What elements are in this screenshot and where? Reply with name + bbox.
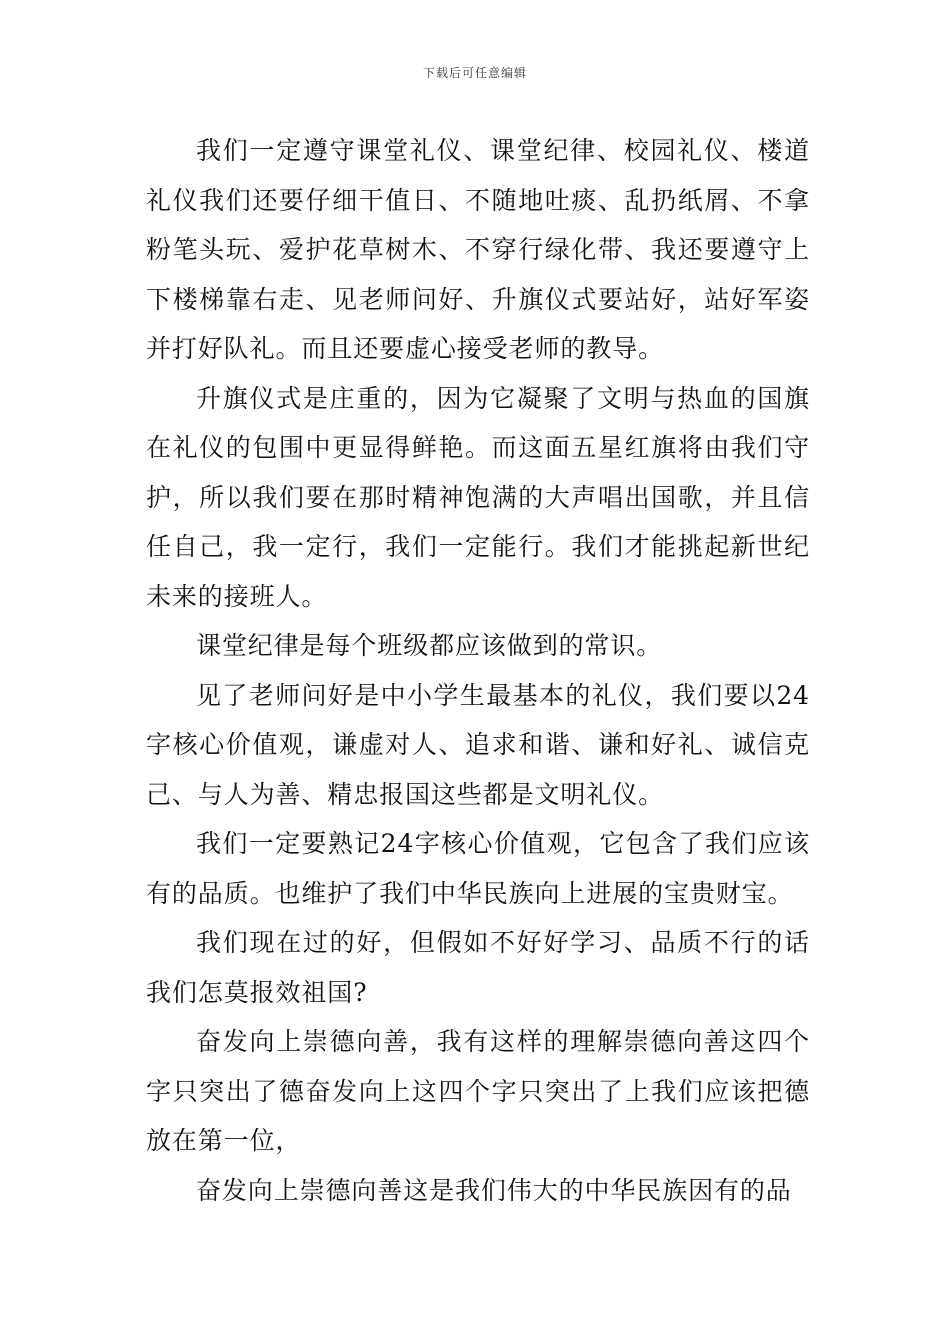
paragraph-1: 我们一定遵守课堂礼仪、课堂纪律、校园礼仪、楼道礼仪我们还要仔细干值日、不随地吐痰、乱扔纸屑、不拿粉笔头玩、爱护花草树木、不穿行绿化带、我还要遵守上下楼梯靠右走、见老师问好、升旗仪式要站好，站好军姿并打好队礼。而且还要虚心接受老师的教导。 bbox=[146, 136, 810, 363]
paragraph-8: 奋发向上崇德向善这是我们伟大的中华民族因有的品 bbox=[196, 1175, 792, 1205]
paragraph-5: 我们一定要熟记24字核心价值观，它包含了我们应该有的品质。也维护了我们中华民族向上进展的宝贵财宝。 bbox=[146, 829, 810, 908]
paragraph-2: 升旗仪式是庄重的，因为它凝聚了文明与热血的国旗在礼仪的包围中更显得鲜艳。而这面五星红旗将由我们守护，所以我们要在那时精神饱满的大声唱出国歌，并且信任自己，我一定行，我们一定能行。我们才能挑起新世纪未来的接班人。 bbox=[146, 383, 810, 611]
document-body bbox=[146, 126, 810, 1215]
paragraph-4: 见了老师问好是中小学生最基本的礼仪，我们要以24字核心价值观，谦虚对人、追求和谐、谦和好礼、诚信克己、与人为善、精忠报国这些都是文明礼仪。 bbox=[146, 680, 810, 809]
paragraph-7: 奋发向上崇德向善，我有这样的理解崇德向善这四个字只突出了德奋发向上这四个字只突出了上我们应该把德放在第一位， bbox=[146, 1027, 810, 1155]
paragraph-6: 我们现在过的好，但假如不好好学习、品质不行的话我们怎莫报效祖国? bbox=[146, 928, 810, 1007]
header-note: 下载后可任意编辑 bbox=[422, 66, 527, 80]
paragraph-3: 课堂纪律是每个班级都应该做到的常识。 bbox=[196, 631, 663, 660]
